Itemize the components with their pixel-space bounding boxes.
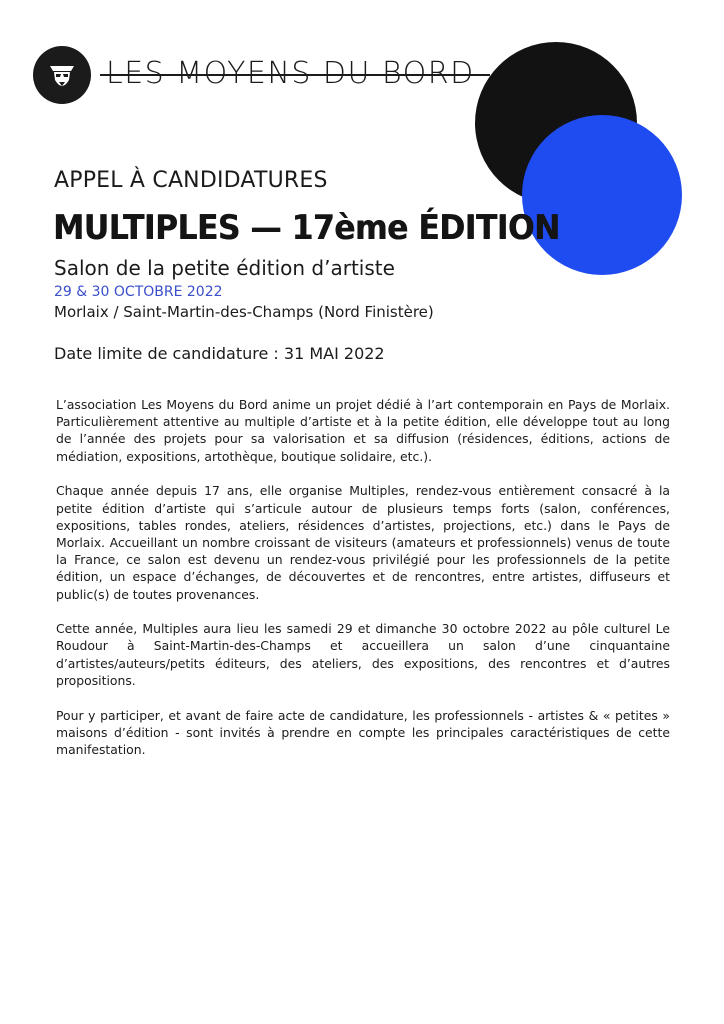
- application-deadline: Date limite de candidature : 31 MAI 2022: [54, 344, 385, 363]
- event-title: MULTIPLES — 17ème ÉDITION: [53, 208, 560, 248]
- paragraph-this-year: Cette année, Multiples aura lieu les samedi 29 et dimanche 30 octobre 2022 au pôle culturel Le Roudour à Saint-Martin-des-Champs et accueillera un salon d’une cinquantaine d’artistes/auteurs/petits éditeurs, des ateliers, des expositions, des rencontres et d’autres propositions.: [56, 621, 670, 688]
- event-subtitle: Salon de la petite édition d’artiste: [54, 256, 395, 280]
- paragraph-association: L’association Les Moyens du Bord anime un projet dédié à l’art contemporain en Pays de Morlaix. Particulièrement attentive au multiple d’artiste et à la petite édition, elle développe tout au long de l’année des projets pour sa valorisation et sa diffusion (résidences, éditions, actions de médiation, expositions, artothèque, boutique solidaire, etc.).: [56, 397, 670, 464]
- event-location: Morlaix / Saint-Martin-des-Champs (Nord Finistère): [54, 303, 434, 321]
- event-dates: 29 & 30 OCTOBRE 2022: [54, 284, 223, 300]
- decorative-blue-circle: [522, 115, 682, 275]
- paragraph-multiples: Chaque année depuis 17 ans, elle organise Multiples, rendez-vous entièrement consacré à la petite édition d’artiste qui s’articule autour de plusieurs temps forts (salon, conférences, expositions, tables rondes, ateliers, résidences d’artistes, projections, etc.) dans le Pays de Morlaix. Accueillant un nombre croissant de visiteurs (amateurs et professionnels) venus de toute la France, ce salon est devenu un rendez-vous privilégié pour les professionnels de la petite édition, un espace d’échanges, de découvertes et de rencontres, entre artistes, diffuseurs et public(s) de toutes provenances.: [56, 483, 670, 602]
- paragraph-participation: Pour y participer, et avant de faire acte de candidature, les professionnels - artistes & « petites » maisons d’édition - sont invités à prendre en compte les principales caractéristiques de cette manifestation.: [56, 707, 670, 757]
- body-text: [56, 396, 670, 776]
- call-for-applications-heading: APPEL À CANDIDATURES: [54, 168, 328, 193]
- brand-logo-text: LES MOYENS DU BORD: [106, 56, 475, 91]
- masked-figure-icon: [33, 46, 91, 104]
